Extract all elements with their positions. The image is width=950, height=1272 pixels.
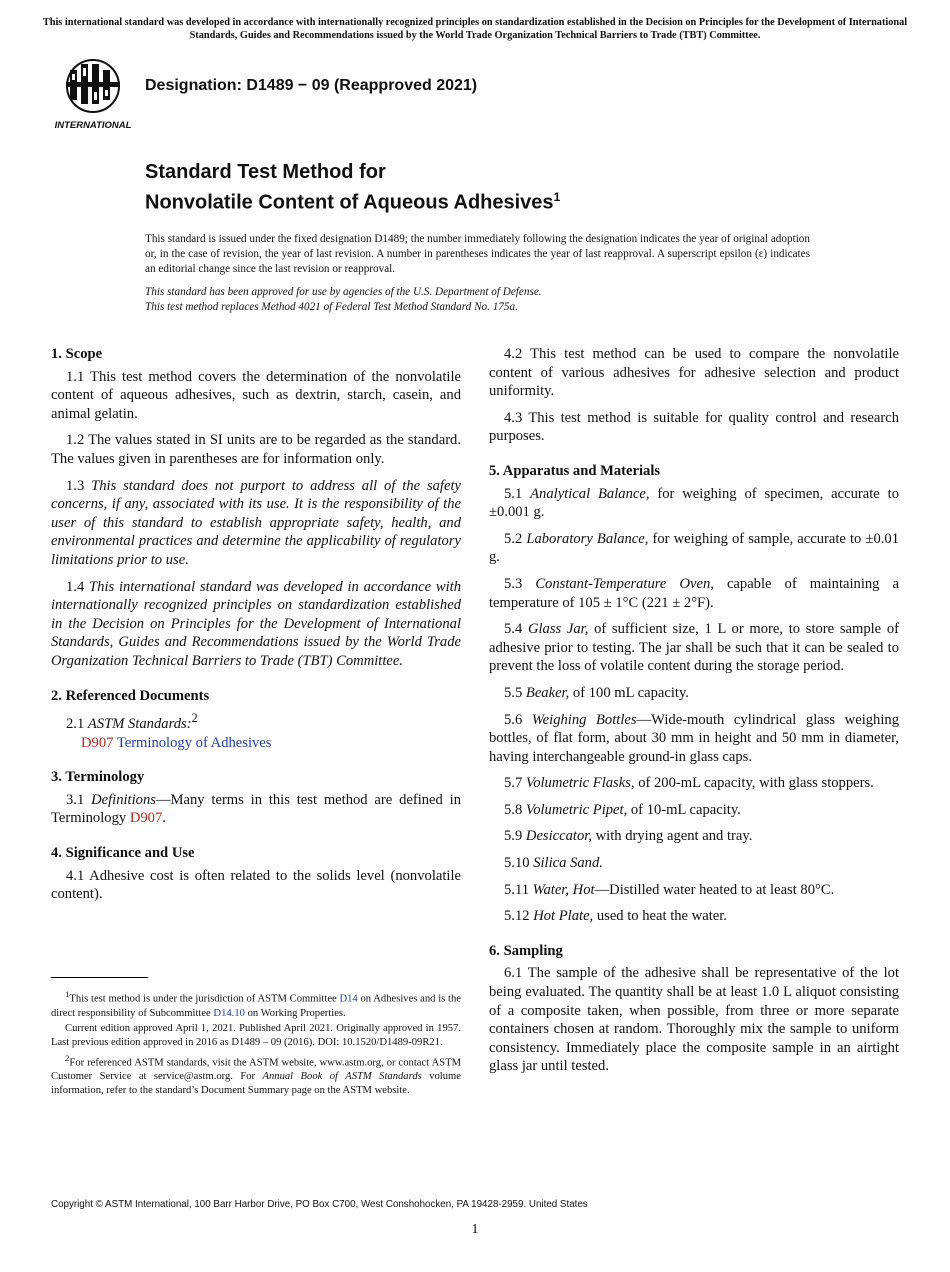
intro-notes [145,232,810,315]
apparatus-term: Beaker, [525,684,570,701]
reference-d907 [66,734,461,753]
footnote-rule [51,977,148,978]
logo-text: INTERNATIONAL [54,120,132,131]
apparatus-item [489,530,899,567]
footnote-italic: Annual Book of ASTM Standards [262,1071,422,1083]
apparatus-description: of 100 mL capacity. [569,684,689,701]
apparatus-item [489,620,899,676]
paragraph-4-1: 4.1 Adhesive cost is often related to the solids level (nonvolatile content). [51,867,461,903]
apparatus-term: Desiccator, [525,828,592,845]
paragraph-number: 1.3 [66,477,85,494]
paragraph-6-1: 6.1 The sample of the adhesive shall be representative of the lot being evaluated. The quantity shall be at least 1.0 L aliquot consisting of a composite taken, when possible, from three or more separate containers chosen at random. Thoroughly mix the sample to uniform consistency. Immediately place the composite sample in an airtight glass jar until tested. [489,965,899,1075]
paragraph-end: . [162,810,166,827]
paragraph-number: 3.1 [66,791,85,808]
paragraph-number: 5.2 [504,530,523,547]
paragraph-1-1: 1.1 This test method covers the determination of the nonvolatile content of aqueous adhesives, such as dextrin, starch, casein, and animal gelatin. [51,368,461,422]
apparatus-description: for weighing of sample, accurate to ±0.01 g. [489,530,899,566]
section-heading-referenced-documents: 2. Referenced Documents [51,687,210,704]
title-text: Nonvolatile Content of Aqueous Adhesives [145,191,554,214]
apparatus-term: Volumetric Pipet, [525,801,628,818]
apparatus-list [489,485,899,926]
footnote-text: on Adhesives and is the direct responsibility of Subcommittee [51,993,461,1019]
page-number: 1 [471,1222,479,1237]
apparatus-term: Glass Jar, [527,621,589,638]
footnote-text: This test method is under the jurisdiction of ASTM Committee [69,993,340,1005]
paragraph-2-1 [51,709,461,733]
apparatus-description: of 200-mL capacity, with glass stoppers. [634,775,874,792]
section-heading-scope: 1. Scope [51,346,103,362]
replacement-note: This test method replaces Method 4021 of Federal Test Method Standard No. 175a. [145,301,518,313]
apparatus-description: for weighing of specimen, accurate to ±0.001 g. [489,485,899,521]
paragraph-number: 5.10 [504,855,530,872]
footnote-2 [51,1051,461,1099]
apparatus-term: Water, Hot [532,881,595,898]
apparatus-description: of 10-mL capacity. [627,801,741,818]
title-line-1: Standard Test Method for [145,161,386,183]
subcommittee-link[interactable]: D14.10 [213,1007,245,1019]
apparatus-item [489,907,899,926]
paragraph-4-2: 4.2 This test method can be used to compare the nonvolatile content of various adhesives for adhesive selection and product uniformity. [489,346,899,400]
intro-paragraph: This standard is issued under the fixed designation D1489; the number immediately following the designation indicates the year of original adoption or, in the case of revision, the year of last revision. A number in parentheses indicates the year of last reapproval. A superscript epsilon (ε) indicates an editorial change since the last revision or reapproval. [145,233,810,275]
apparatus-description: —Wide-mouth cylindrical glass weighing bottles, of flat form, about 30 mm in height and 50 mm in diameter, having interchangeable ground-in glass caps. [489,711,899,765]
paragraph-number: 5.5 [504,684,523,701]
section-heading-sampling: 6. Sampling [489,942,563,959]
apparatus-term: Analytical Balance, [530,485,650,502]
footnote-1 [51,987,461,1021]
footnote-text: on Working Properties. [244,1007,346,1019]
left-column [51,345,461,912]
apparatus-term: Silica Sand. [533,855,603,872]
section-heading-apparatus: 5. Apparatus and Materials [489,462,661,479]
footnote-text: For referenced ASTM standards, visit the ASTM website, www.astm.org, or contact ASTM Customer Service at service@astm.org. For [51,1057,461,1083]
paragraph-number: 5.8 [504,801,523,818]
apparatus-term: Volumetric Flasks, [525,775,635,792]
apparatus-item [489,854,899,873]
term: Definitions [91,791,156,808]
paragraph-number: 5.9 [504,828,523,845]
paragraph-number: 1.4 [66,578,85,595]
header-notice: This international standard was developed in accordance with internationally recognized principles on standardization established in the Decision on Principles for the Development of International Standards, Guides and Recommendations issued by the World Trade Organization Technical Barriers to Trade (TBT) Committee. [42,17,908,41]
apparatus-description: used to heat the water. [593,908,727,925]
paragraph-1-4 [51,578,461,671]
apparatus-term: Constant-Temperature Oven, [535,575,714,592]
apparatus-term: Laboratory Balance, [526,530,649,547]
footnote-text: volume information, refer to the standard’s Document Summary page on the ASTM website. [51,1071,461,1097]
apparatus-item [489,774,899,793]
apparatus-item [489,827,899,846]
astm-international-logo-icon [52,56,134,132]
apparatus-item [489,575,899,612]
apparatus-item [489,881,899,900]
paragraph-text: This standard does not purport to address all of the safety concerns, if any, associated with its use. It is the responsibility of the user of this standard to establish appropriate safety, health, and environmental practices and determine the applicability of regulatory limitations prior to use. [51,477,461,568]
reference-code-link[interactable]: D907 [81,734,114,751]
title-footnote-mark: 1 [553,190,561,204]
copyright-notice: Copyright © ASTM International, 100 Barr Harbor Drive, PO Box C700, West Conshohocken, PA 19428-2959. United States [51,1199,588,1210]
paragraph-1-3 [51,477,461,570]
paragraph-number: 5.6 [504,711,523,728]
paragraph-number: 5.3 [504,575,523,592]
dod-approval-note: This standard has been approved for use by agencies of the U.S. Department of Defense. [145,286,542,298]
title-line-2 [145,185,560,216]
designation: Designation: D1489 − 09 (Reapproved 2021) [145,77,478,94]
apparatus-item [489,711,899,767]
paragraph-number: 5.7 [504,775,523,792]
paragraph-number: 2.1 [66,715,85,732]
paragraph-text: This international standard was developed in accordance with internationally recognized principles on standardization established in the Decision on Principles for the Development of International Standards, Guides and Recommendations issued by the World Trade Organization Technical Barriers to Trade (TBT) Committee. [51,578,462,669]
apparatus-description: with drying agent and tray. [591,828,753,845]
section-heading-terminology: 3. Terminology [51,769,145,786]
apparatus-description: capable of maintaining a temperature of 105 ± 1°C (221 ± 2°F). [489,575,900,611]
footnotes [51,987,461,1099]
document-title [145,160,560,216]
paragraph-number: 5.12 [504,908,530,925]
apparatus-term: Hot Plate, [533,908,594,925]
terminology-link[interactable]: D907 [129,810,163,827]
paragraph-4-3: 4.3 This test method is suitable for quality control and research purposes. [489,409,899,445]
apparatus-description: —Distilled water heated to at least 80°C. [594,881,835,898]
paragraph-number: 5.1 [504,485,523,502]
paragraph-number: 5.4 [504,621,523,638]
reference-title-link[interactable]: Terminology of Adhesives [116,734,272,751]
apparatus-item [489,485,899,522]
apparatus-term: Weighing Bottles [531,711,637,728]
apparatus-item [489,684,899,703]
paragraph-number: 5.11 [504,881,529,898]
right-column [489,345,899,1084]
footnote-mark: 2 [191,711,198,726]
committee-link[interactable]: D14 [339,993,358,1005]
footnote-mark: 1 [65,989,70,999]
paragraph-text: —Many terms in this test method are defined in Terminology [51,791,461,827]
footnote-edition: Current edition approved April 1, 2021. Published April 2021. Originally approved in 1957. Last previous edition approved in 2016 as D1489 – 09 (2016). DOI: 10.1520/D1489-09R21. [51,1022,461,1048]
apparatus-description: of sufficient size, 1 L or more, to store sample of adhesive prior to testing. The jar shall be such that it can be sealed to prevent the loss of volatile content during the storage period. [489,621,900,675]
footnote-mark: 2 [65,1052,70,1063]
section-heading-significance: 4. Significance and Use [51,844,195,861]
paragraph-3-1 [51,791,461,828]
apparatus-item [489,801,899,820]
paragraph-text: ASTM Standards: [87,715,192,732]
paragraph-1-2: 1.2 The values stated in SI units are to be regarded as the standard. The values given in parentheses are for information only. [51,432,461,467]
